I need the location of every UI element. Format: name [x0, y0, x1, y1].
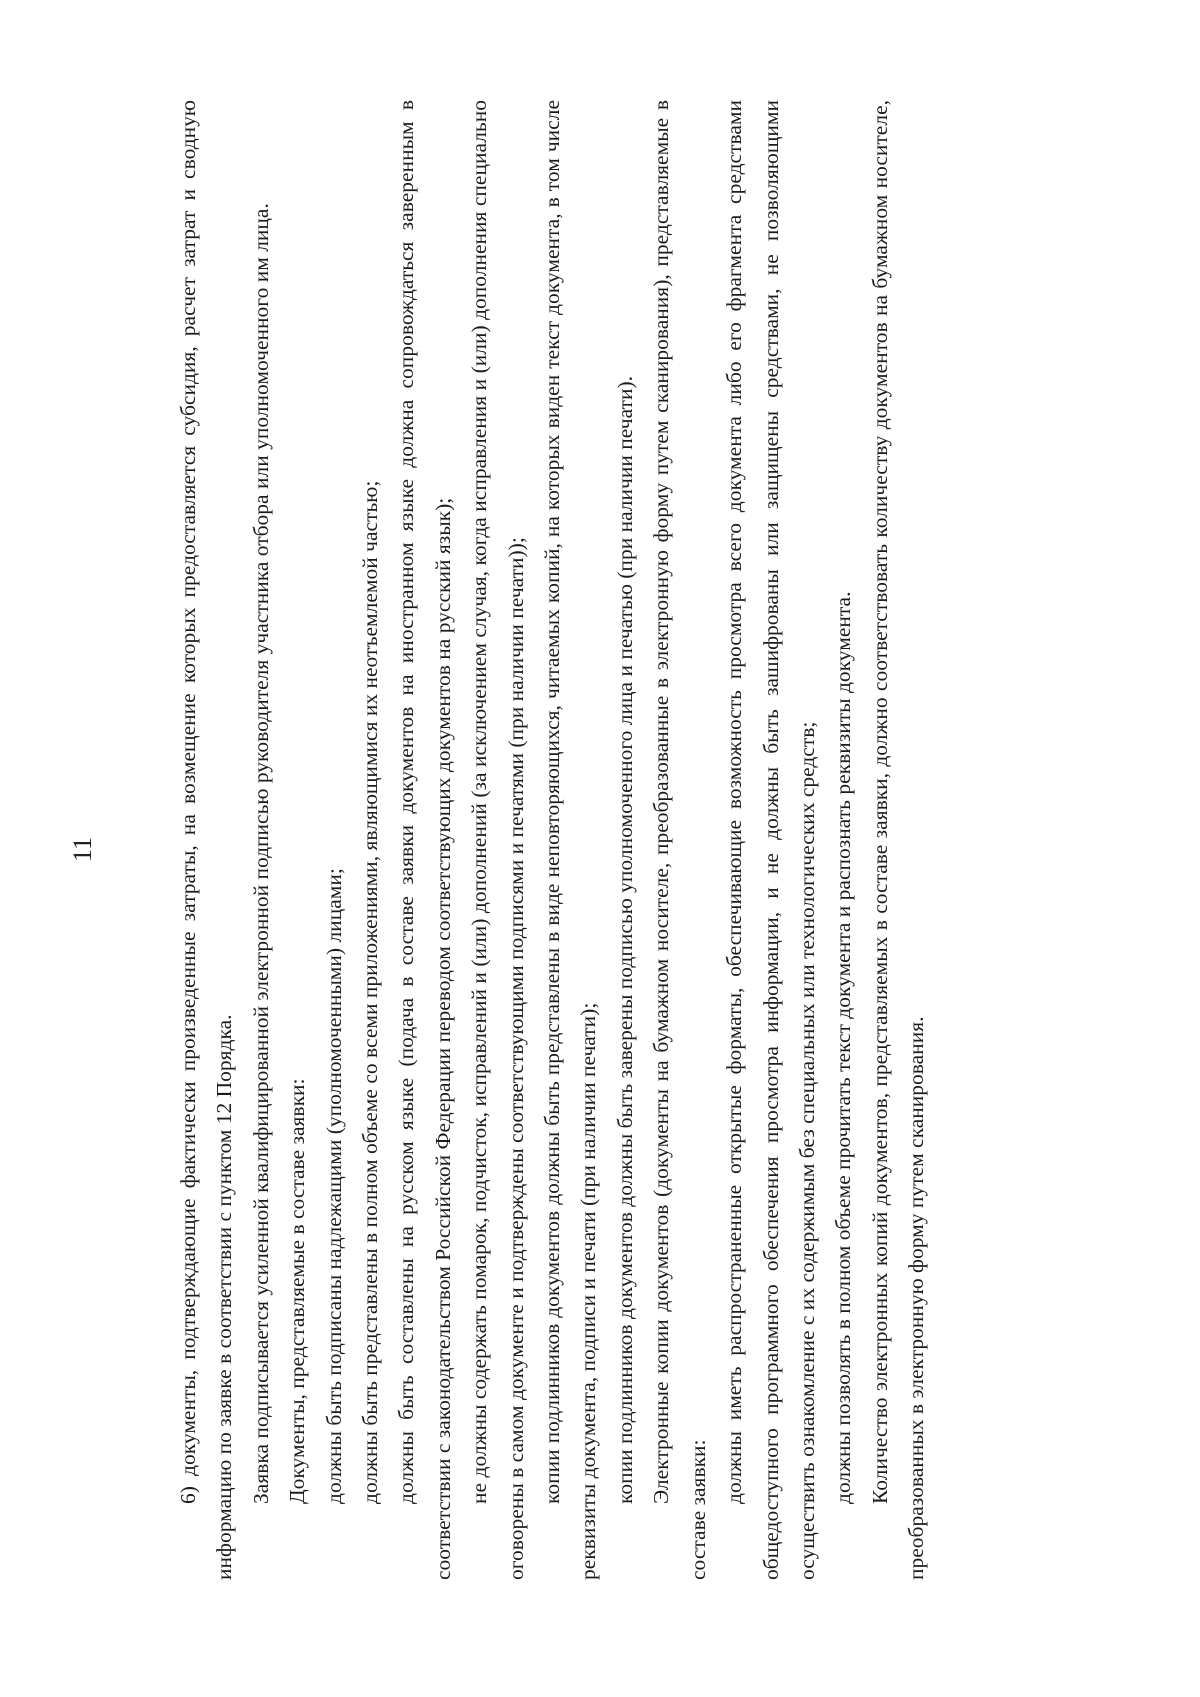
paragraph-requirement-signed: должны быть подписаны надлежащими (уполномоченными) лицами;: [321, 868, 346, 1504]
paragraph-electronic-copies-heading: Электронные копии документов (документы на бумажном носителе, преобразованные в электронную форму путем сканирования), представляемые в составе заявки:: [649, 100, 710, 1580]
paragraph-documents-requirements-heading: Документы, представляемые в составе заявки:: [285, 1078, 310, 1504]
page-number: 11: [68, 836, 97, 862]
paragraph-requirement-complete: должны быть представлены в полном объеме со всеми приложениями, являющимися их неотъемлемой частью;: [358, 480, 383, 1504]
paragraph-documents-item-6: 6) документы, подтверждающие фактически произведенные затраты, на возмещение которых предоставляется субсидия, расчет затрат и сводную информацию по заявке в соответствии с пунктом 12 Порядка.: [176, 100, 237, 1580]
paragraph-requirement-no-corrections: не должны содержать помарок, подчисток, исправлений и (или) дополнений (за исключением случая, когда исправления и (или) дополнения специально оговорены в самом документе и подтверждены соответствующими подписями и печатями (при наличии печати));: [467, 100, 528, 1580]
page-sheet: [170, 100, 1150, 1580]
document-body: [170, 100, 935, 1580]
paragraph-requirement-certified-copies: копии подлинников документов должны быть заверены подписью уполномоченного лица и печатью (при наличии печати).: [612, 376, 637, 1504]
paragraph-electronic-readability: должны позволять в полном объеме прочитать текст документа и распознать реквизиты документа.: [831, 591, 856, 1504]
paragraph-requirement-readable-copies: копии подлинников документов должны быть представлены в виде неповторяющихся, читаемых копий, на которых виден текст документа, в том числе реквизиты документа, подписи и печати (при наличии печати);: [540, 100, 601, 1580]
paragraph-electronic-quantity: Количество электронных копий документов, представляемых в составе заявки, должно соответствовать количеству документов на бумажном носителе, преобразованных в электронную форму путем сканирования.: [867, 100, 929, 1580]
paragraph-requirement-russian-language: должны быть составлены на русском языке (подача в составе заявки документов на иностранном языке должна сопровождаться заверенным в соответствии с законодательством Российской Федерации переводом соответствующих документов на русский язык);: [394, 100, 455, 1580]
paragraph-electronic-formats: должны иметь распространенные открытые форматы, обеспечивающие возможность просмотра всего документа либо его фрагмента средствами общедоступного программного обеспечения просмотра информации, и не должны быть зашифрованы или защищены средствами, не позволяющими осуществить ознакомление с их содержимым без специальных или технологических средств;: [722, 100, 819, 1580]
paragraph-application-signature: Заявка подписывается усиленной квалифицированной электронной подписью руководителя участника отбора или уполномоченного им лица.: [248, 203, 273, 1504]
